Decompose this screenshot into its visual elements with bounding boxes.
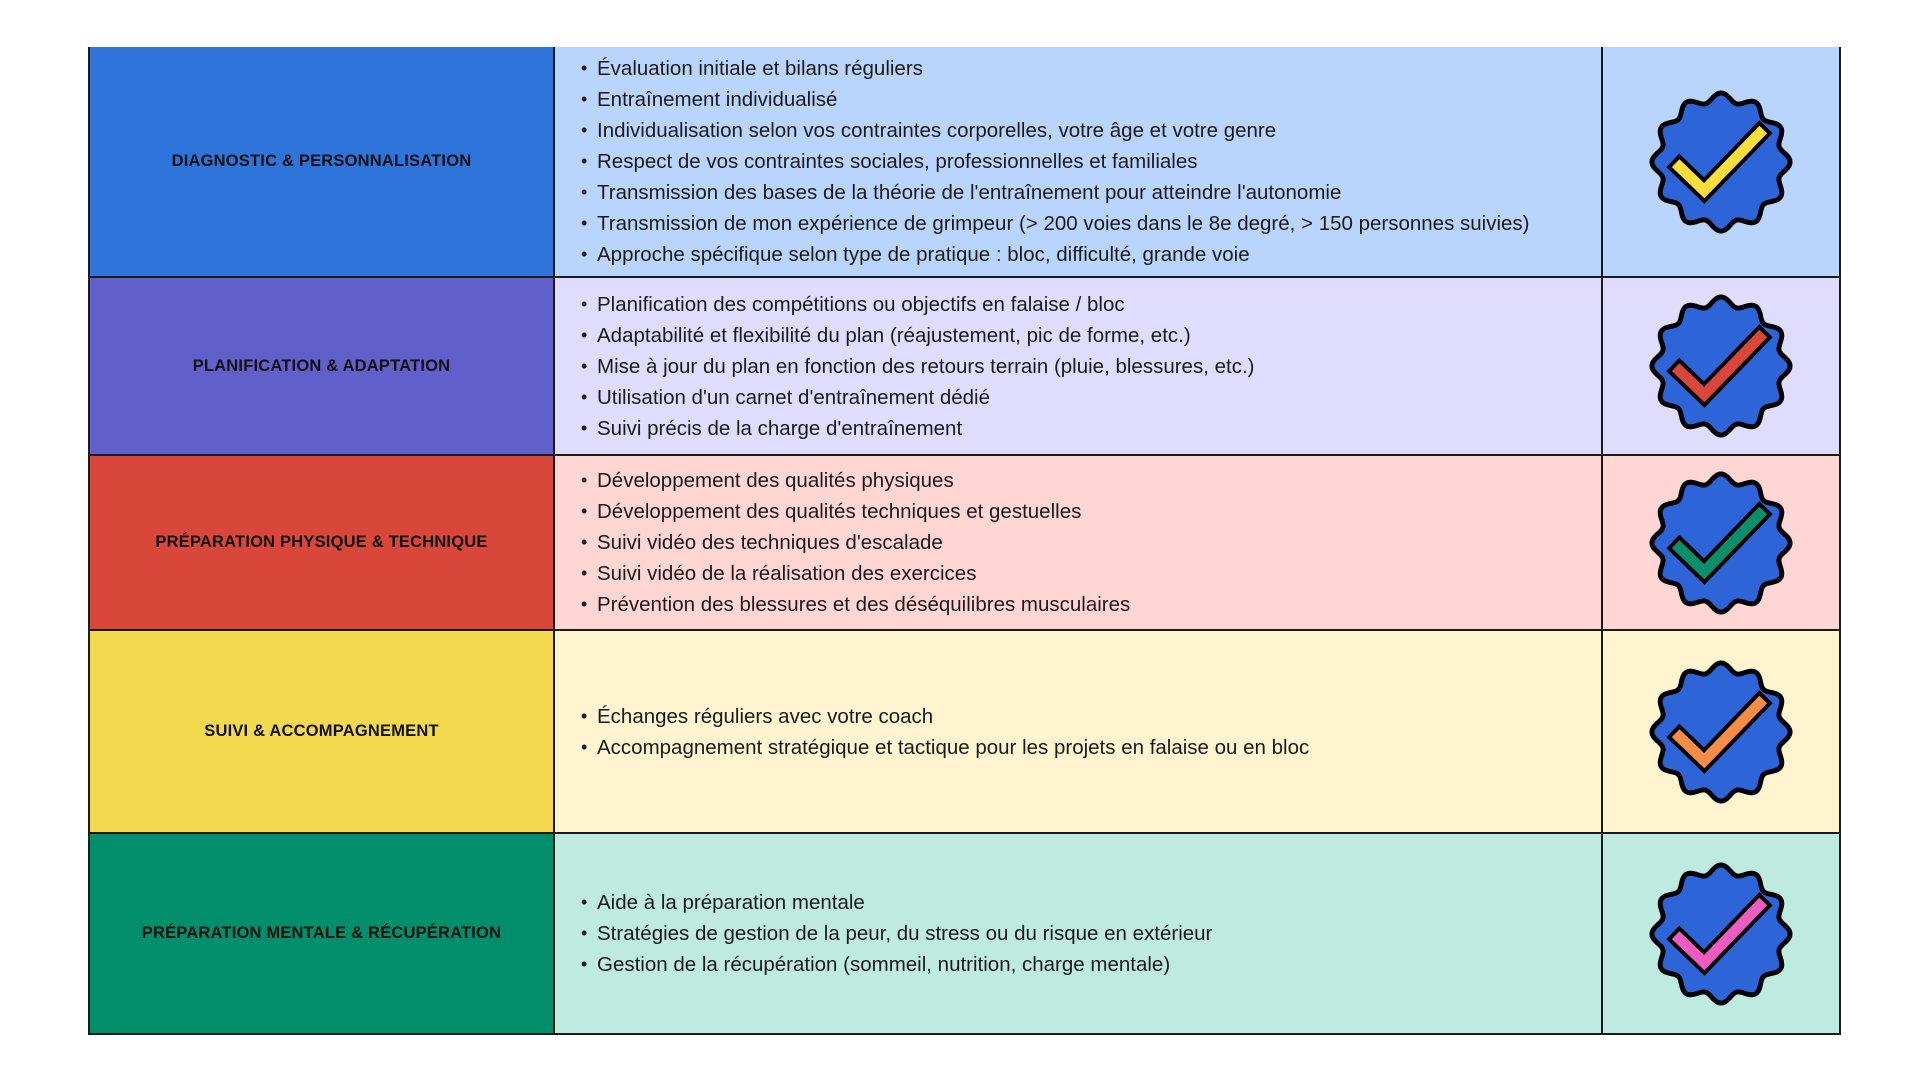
- category-label: DIAGNOSTIC & PERSONNALISATION: [90, 47, 555, 276]
- features-list: [581, 701, 1601, 763]
- check-cell: [1603, 278, 1839, 454]
- feature-item: • Échanges réguliers avec votre coach: [581, 701, 1601, 732]
- features-list: [581, 53, 1601, 270]
- verified-check-badge-icon: [1647, 88, 1795, 236]
- features-list: [581, 289, 1601, 444]
- service-row: [90, 47, 1839, 276]
- feature-item: • Suivi vidéo de la réalisation des exercices: [581, 558, 1601, 589]
- services-table: [88, 47, 1841, 1035]
- verified-check-badge-icon: [1647, 658, 1795, 806]
- feature-item: • Suivi précis de la charge d'entraînement: [581, 413, 1601, 444]
- verified-check-badge-icon: [1647, 292, 1795, 440]
- check-cell: [1603, 47, 1839, 276]
- features-list: [581, 887, 1601, 980]
- feature-item: • Transmission de mon expérience de grimpeur (> 200 voies dans le 8e degré, > 150 personnes suivies): [581, 208, 1601, 239]
- category-label: PLANIFICATION & ADAPTATION: [90, 278, 555, 454]
- feature-item: • Aide à la préparation mentale: [581, 887, 1601, 918]
- feature-item: • Utilisation d'un carnet d'entraînement dédié: [581, 382, 1601, 413]
- check-cell: [1603, 456, 1839, 629]
- feature-item: • Respect de vos contraintes sociales, professionnelles et familiales: [581, 146, 1601, 177]
- features-list: [581, 465, 1601, 620]
- features-cell: [555, 456, 1603, 629]
- check-cell: [1603, 834, 1839, 1033]
- feature-item: • Approche spécifique selon type de pratique : bloc, difficulté, grande voie: [581, 239, 1601, 270]
- service-row: [90, 832, 1839, 1033]
- check-cell: [1603, 631, 1839, 832]
- category-label: PRÉPARATION MENTALE & RÉCUPÉRATION: [90, 834, 555, 1033]
- feature-item: • Prévention des blessures et des déséquilibres musculaires: [581, 589, 1601, 620]
- feature-item: • Planification des compétitions ou objectifs en falaise / bloc: [581, 289, 1601, 320]
- feature-item: • Mise à jour du plan en fonction des retours terrain (pluie, blessures, etc.): [581, 351, 1601, 382]
- verified-check-badge-icon: [1647, 469, 1795, 617]
- feature-item: • Suivi vidéo des techniques d'escalade: [581, 527, 1601, 558]
- feature-item: • Évaluation initiale et bilans réguliers: [581, 53, 1601, 84]
- service-row: [90, 454, 1839, 629]
- category-label: SUIVI & ACCOMPAGNEMENT: [90, 631, 555, 832]
- feature-item: • Individualisation selon vos contraintes corporelles, votre âge et votre genre: [581, 115, 1601, 146]
- features-cell: [555, 278, 1603, 454]
- feature-item: • Développement des qualités techniques et gestuelles: [581, 496, 1601, 527]
- feature-item: • Stratégies de gestion de la peur, du stress ou du risque en extérieur: [581, 918, 1601, 949]
- feature-item: • Adaptabilité et flexibilité du plan (réajustement, pic de forme, etc.): [581, 320, 1601, 351]
- verified-check-badge-icon: [1647, 860, 1795, 1008]
- category-label: PRÉPARATION PHYSIQUE & TECHNIQUE: [90, 456, 555, 629]
- service-row: [90, 629, 1839, 832]
- feature-item: • Développement des qualités physiques: [581, 465, 1601, 496]
- features-cell: [555, 631, 1603, 832]
- feature-item: • Entraînement individualisé: [581, 84, 1601, 115]
- features-cell: [555, 834, 1603, 1033]
- feature-item: • Transmission des bases de la théorie de l'entraînement pour atteindre l'autonomie: [581, 177, 1601, 208]
- service-row: [90, 276, 1839, 454]
- feature-item: • Gestion de la récupération (sommeil, nutrition, charge mentale): [581, 949, 1601, 980]
- feature-item: • Accompagnement stratégique et tactique pour les projets en falaise ou en bloc: [581, 732, 1601, 763]
- features-cell: [555, 47, 1603, 276]
